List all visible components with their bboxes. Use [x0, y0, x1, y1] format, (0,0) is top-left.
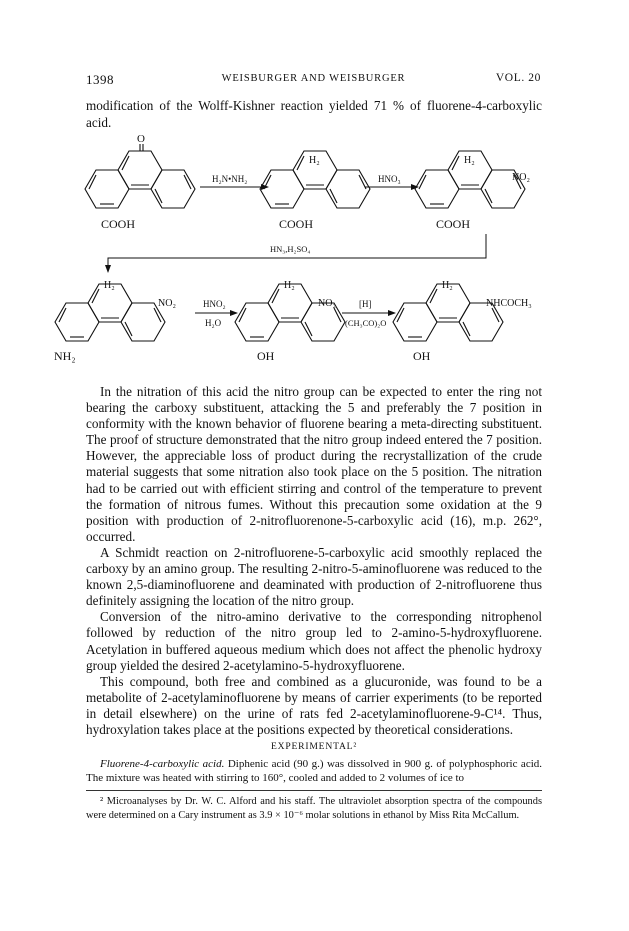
volume-label: VOL. 20 [495, 72, 541, 84]
compound-6 [393, 280, 532, 363]
experimental-heading: EXPERIMENTAL² [270, 741, 358, 752]
compound-5-bottom: OH [257, 349, 275, 363]
compound-3-right: NO₂ [512, 172, 530, 183]
compound-2-bottom: COOH [279, 217, 314, 231]
body-text [86, 384, 542, 738]
arrow-1-label: H₂N•NH₂ [212, 174, 248, 184]
arrow-1 [200, 174, 268, 187]
experimental-lead: Fluorene-4-carboxylic acid. [100, 758, 225, 770]
compound-6-bottom: OH [413, 349, 431, 363]
compound-6-right: NHCOCH₃ [486, 298, 532, 309]
connector-arrow [108, 234, 486, 272]
compound-5 [235, 280, 345, 363]
footnote: ² Microanalyses by Dr. W. C. Alford and his staff. The ultraviolet absorption spectra of the compounds were determined on a Cary instrument as 3.9 × 10⁻⁶ molar solutions in ethanol by Miss Rita McCallum. [86, 796, 542, 821]
connector-label: HN₃,H₂SO₄ [270, 244, 311, 254]
arrow-3-top: HNO₂ [203, 299, 226, 309]
arrow-3-bottom: H₂O [205, 318, 222, 328]
compound-3-bottom: COOH [436, 217, 471, 231]
compound-3-top: H₂ [464, 155, 475, 166]
arrow-4-top: [H] [359, 299, 372, 309]
footnote-divider [86, 790, 542, 791]
arrow-4 [342, 299, 395, 328]
reaction-scheme [0, 130, 629, 375]
compound-1-bottom: COOH [101, 217, 136, 231]
compound-5-right: NO₂ [318, 298, 336, 309]
compound-2-top: H₂ [309, 155, 320, 166]
paragraph-3: Conversion of the nitro-amino derivative to the corresponding nitrophenol followed by reduction of the nitro group led to 2-amino-5-hydroxyfluorene. Acetylation in buffered aqueous medium which does not affect the phenolic hydroxy group yielded the desired 2-acetylamino-5-hydroxyfluorene. [86, 609, 542, 673]
arrow-2-label: HNO₃ [378, 174, 401, 184]
paragraph-1: In the nitration of this acid the nitro group can be expected to enter the ring not bearing the carboxy substituent, attacking the 5 and preferably the 7 position in conformity with the known behavior of fluorene bearing a meta-directing substituent. The proof of structure demonstrated that the nitro group indeed entered the 7 position. However, the appreciable loss of product during the recrystallization of the crude material suggests that some nitration also took place on the 5 position. The nitration had to be carried out with efficient stirring and control of the temperature to prevent the formation of nitrous fumes. Without this precaution some oxidation at the 9 position with production of 2-nitrofluorenone-5-carboxylic acid (16), m.p. 262°, occurred. [86, 384, 542, 544]
compound-2 [260, 151, 370, 231]
page-header [86, 72, 541, 88]
paragraph-2: A Schmidt reaction on 2-nitrofluorene-5-carboxylic acid smoothly replaced the carboxy by an amino group. The resulting 2-nitro-5-aminofluorene was reduced to the known 2,5-diaminofluorene and deaminated with production of 2-nitrofluorene thus definitely assigning the location of the nitro group. [86, 544, 542, 609]
arrow-2 [365, 174, 418, 187]
arrow-3 [195, 299, 237, 328]
compound-5-top: H₂ [284, 280, 295, 291]
compound-1 [85, 133, 195, 231]
experimental-text [86, 757, 542, 786]
compound-4 [54, 280, 176, 363]
experimental-body: Diphenic acid (90 g.) was dissolved in 900 g. of polyphosphoric acid. The mixture was heated with stirring to 160°, cooled and added to 2 volumes of ice to [86, 758, 543, 785]
compound-3 [415, 151, 530, 231]
compound-4-bottom: NH₂ [54, 349, 76, 363]
compound-6-top: H₂ [442, 280, 453, 291]
arrow-4-bottom: (CH₃CO)₂O [345, 318, 387, 328]
intro-text: modification of the Wolff-Kishner reaction yielded 71 % of fluorene-4-carboxylic acid. [86, 98, 542, 130]
running-title: WEISBURGER AND WEISBURGER [221, 73, 406, 84]
paragraph-4: This compound, both free and combined as a glucuronide, was found to be a metabolite of 2-acetylaminofluorene by means of carrier experiments (to be reported in detail elsewhere) on the urine of rats fed 2-acetylaminofluorene-9-C¹⁴. Thus, hydroxylation takes place at the positions expected by theoretical considerations. [86, 673, 542, 737]
compound-4-right: NO₂ [158, 298, 176, 309]
page-number: 1398 [86, 72, 114, 87]
compound-1-top: O [137, 133, 145, 145]
compound-4-top: H₂ [104, 280, 115, 291]
